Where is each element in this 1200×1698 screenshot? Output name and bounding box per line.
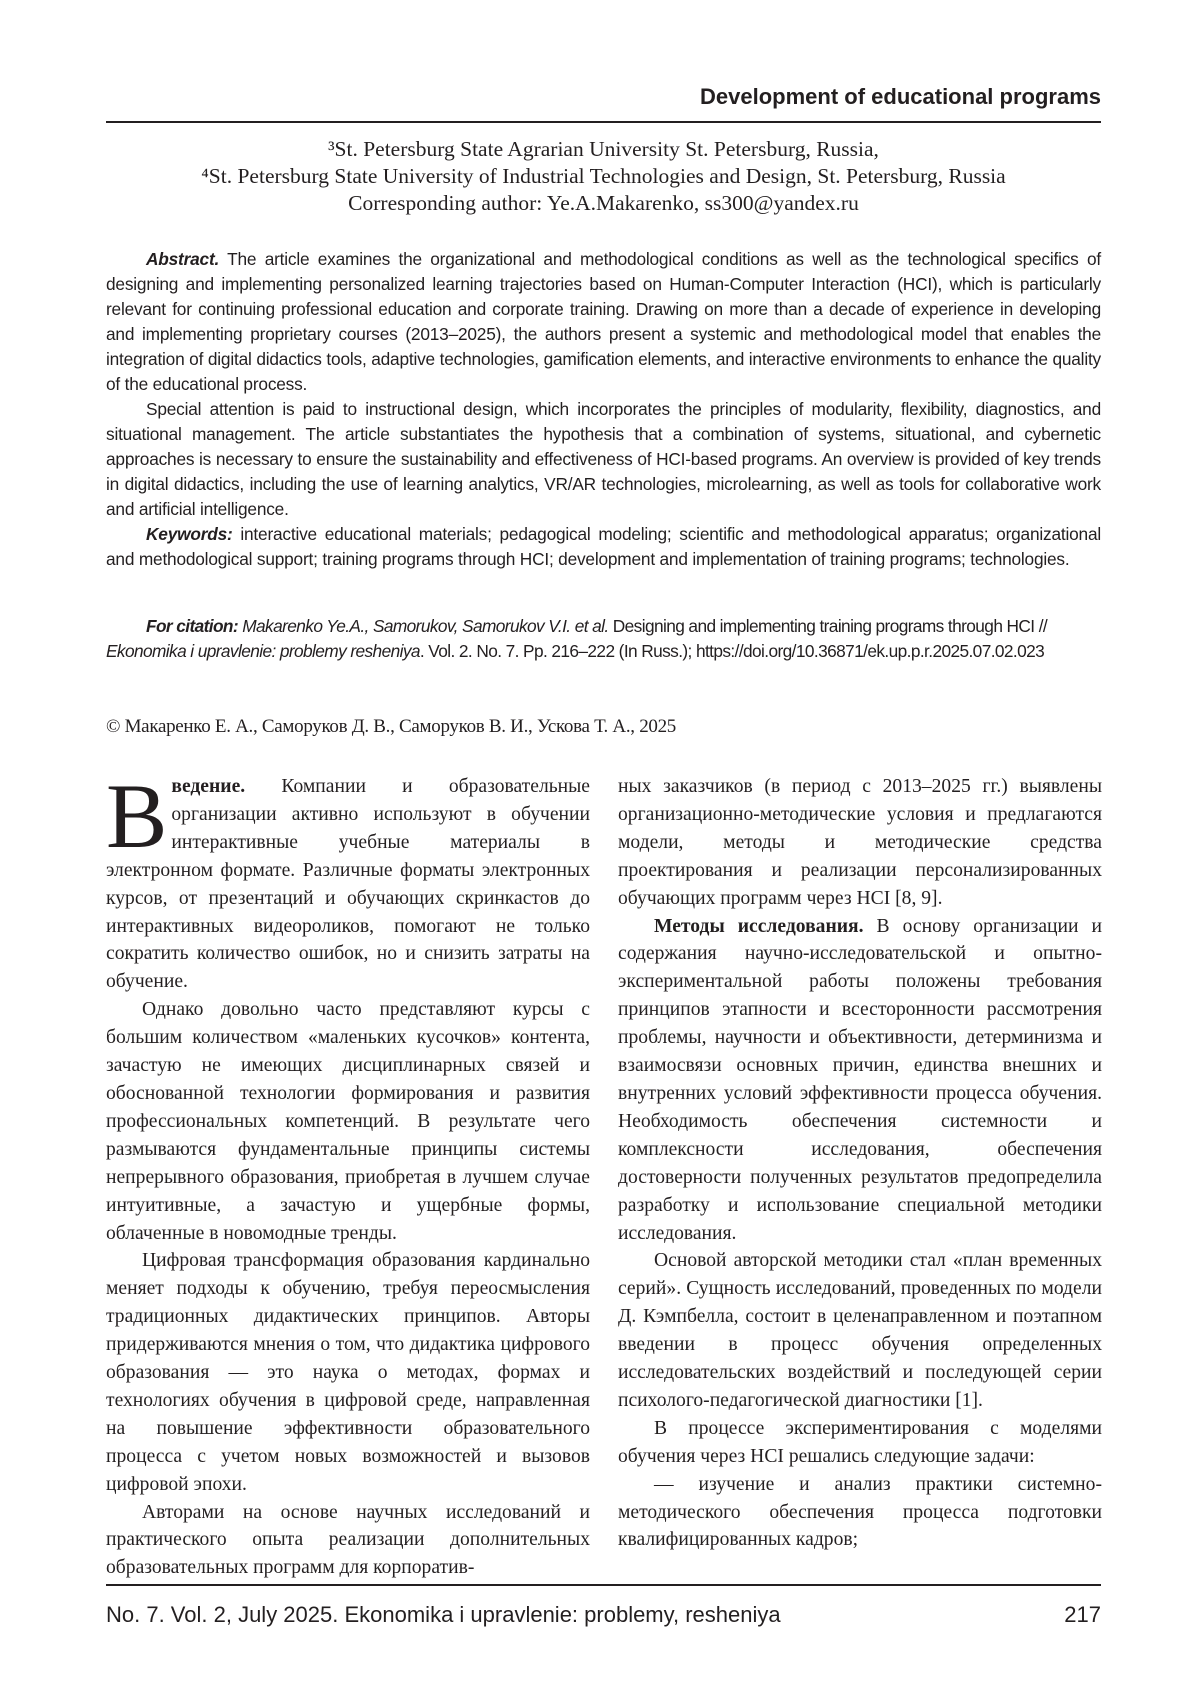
citation-journal: Ekonomika i upravlenie: problemy resheniya [106,641,420,661]
copyright: © Макаренко Е. А., Саморуков Д. В., Саморуков В. И., Ускова Т. А., 2025 [106,716,676,738]
body-p5: В основу организации и содержания научно-исследовательской и опытно-экспериментальной работы положены требования принципов этапности и всесторонности рассмотрения проблемы, научности и объективности, детерминизма и взаимосвязи основных причин, единства внешних и внутренних условий эффективности процесса обучения. Необходимость обеспечения системности и комплексности исследования, обеспечения достоверности полученных результатов предопределила разработку и использование специальной методики исследования. [618,916,1102,1244]
abstract-p1: The article examines the organizational and methodological conditions as well as the technological specifics of designing and implementing personalized learning trajectories based on Human-Computer Interaction (HCI), which is particularly relevant for continuing professional education and corporate training. Drawing on more than a decade of experience in developing and implementing proprietary courses (2013–2025), the authors present a systemic and methodological model that enables the integration of digital didactics tools, adaptive technologies, gamification elements, and interactive environments to enhance the quality of the educational process. [106,249,1101,394]
affiliation-4: ⁴St. Petersburg State University of Industrial Technologies and Design, St. Petersburg, Russia [106,163,1101,190]
footer [106,1602,1101,1628]
citation-authors: Makarenko Ye.A., Samorukov, Samorukov V.I. et al. [238,616,609,636]
citation-details: . Vol. 2. No. 7. Pp. 216–222 (In Russ.); https://doi.org/10.36871/ek.up.p.r.2025.07.02.023 [420,641,1044,661]
body-p3: Цифровая трансформация образования кардинально меняет подходы к обучению, требуя переосмысления традиционных дидактических принципов. Авторы придерживаются мнения о том, что дидактика цифрового образования — это наука о методах, формах и технологиях обучения в цифровой среде, направленная на повышение эффективности образовательного процесса с учетом новых возможностей и вызовов цифровой эпохи. [106,1247,590,1498]
body-p2: Однако довольно часто представляют курсы с большим количеством «маленьких кусочков» контента, зачастую не имеющих дисциплинарных связей и обоснованной технологии формирования и развития профессиональных компетенций. В результате чего размываются фундаментальные принципы системы непрерывного образования, приобретая в лучшем случае интуитивные, а зачастую и ущербные формы, облаченные в новомодные тренды. [106,996,590,1247]
abstract [106,247,1101,572]
footer-journal: No. 7. Vol. 2, July 2025. Ekonomika i upravlenie: problemy, resheniya [106,1602,781,1628]
methods-heading: Методы исследования. [654,916,864,937]
affiliation-3: ³St. Petersburg State Agrarian University St. Petersburg, Russia, [106,136,1101,163]
citation [106,614,1101,664]
abstract-label: Abstract. [146,249,219,269]
body-p1: Компании и образовательные организации активно используют в обучении интерактивные учебные материалы в электронном формате. Различные форматы электронных курсов, от презентаций и обучающих скринкастов до интерактивных видеороликов, помогают не только сократить количество ошибок, но и снизить затраты на обучение. [106,776,590,992]
body-p7: В процессе экспериментирования с моделями обучения через HCI решались следующие задачи: [618,1415,1102,1471]
body-column-right [618,773,1102,1554]
header-rule [106,121,1101,123]
affiliations [106,136,1101,217]
keywords-text: interactive educational materials; pedagogical modeling; scientific and methodological apparatus; organizational and methodological support; training programs through HCI; development and implementation of training programs; technologies. [106,524,1101,569]
keywords-label: Keywords: [146,524,233,544]
footer-rule [106,1584,1101,1586]
citation-label: For citation: [146,616,238,636]
drop-cap: В [106,779,167,853]
body-p8: — изучение и анализ практики системно-методического обеспечения процесса подготовки квалифицированных кадров; [618,1471,1102,1555]
body-p6: Основой авторской методики стал «план временных серий». Сущность исследований, проведенных по модели Д. Кэмпбелла, состоит в целенаправленном и поэтапном введении в процесс обучения определенных исследовательских воздействий и последующей серии психолого-педагогической диагностики [1]. [618,1247,1102,1414]
body-p4: Авторами на основе научных исследований и практического опыта реализации дополнительных образовательных программ для корпоратив- [106,1499,590,1583]
corresponding-author: Corresponding author: Ye.A.Makarenko, ss300@yandex.ru [106,190,1101,217]
citation-title: Designing and implementing training programs through HCI // [609,616,1048,636]
running-title: Development of educational programs [106,84,1101,110]
body-p4-cont: ных заказчиков (в период с 2013–2025 гг.) выявлены организационно-методические условия и предлагаются модели, методы и методические средства проектирования и реализации персонализированных обучающих программ через HCI [8, 9]. [618,773,1102,913]
body-column-left [106,773,590,1582]
page-number: 217 [1064,1602,1101,1628]
intro-heading: ведение. [171,776,245,797]
abstract-p2: Special attention is paid to instructional design, which incorporates the principles of modularity, flexibility, diagnostics, and situational management. The article substantiates the hypothesis that a combination of systems, situational, and cybernetic approaches is necessary to ensure the sustainability and effectiveness of HCI-based programs. An overview is provided of key trends in digital didactics, including the use of learning analytics, VR/AR technologies, microlearning, as well as tools for collaborative work and artificial intelligence. [106,397,1101,522]
